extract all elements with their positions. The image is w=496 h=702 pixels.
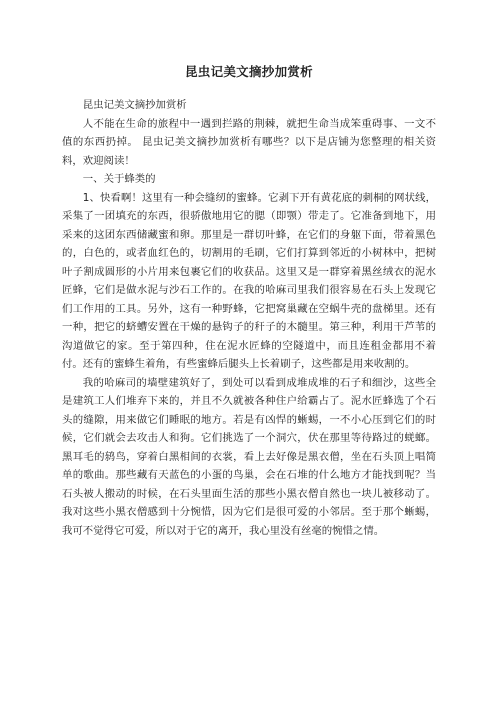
paragraph-body-2: 我的哈麻司的墙壁建筑好了，到处可以看到成堆成堆的石子和细沙，这些全是建筑工人们堆弃下来的，并且不久就被各种住户给霸占了。泥水匠蜂选了个石头的缝隙，用来做它们睡眠的地方。若是有凶悍的蜥蜴，一不小心压到它们的时候，它们就会去攻击人和狗。它们挑选了一个洞穴，伏在那里等待路过的蜣螂。黑耳毛的鸫鸟，穿着白黑相间的衣裳，看上去好像是黑衣僧，坐在石头顶上唱简单的歌曲。那些藏有天蓝色的小蛋的鸟巢，会在石堆的什么地方才能找到呢？当石头被人搬动的时候，在石头里面生活的那些小黑衣僧自然也一块儿被移动了。我对这些小黑衣僧感到十分惋惜，因为它们是很可爱的小邻居。至于那个蜥蜴，我可不觉得它可爱，所以对于它的离开，我心里没有丝毫的惋惜之情。	[62, 376, 436, 537]
paragraph-intro: 人不能在生命的旅程中一遇到拦路的荆棘，就把生命当成笨重碍事、一文不值的东西扔掉。 昆虫记美文摘抄加赏析有哪些？以下是店铺为您整理的相关资料，欢迎阅读！	[62, 117, 436, 167]
document-title: 昆虫记美文摘抄加赏析	[184, 64, 313, 79]
section-heading: 一、关于蜂类的	[82, 173, 156, 185]
paragraph-body-1: 1、快看啊！这里有一种会缝纫的蜜蜂。它剥下开有黄花底的刺桐的网状线，采集了一团填充的东西，很骄傲地用它的腮（即颚）带走了。它准备到地下，用采来的这团东西储藏蜜和卵。那里是一群切叶蜂，在它们的身躯下面，带着黑色的，白色的，或者血红色的，切割用的毛刷，它们打算到邻近的小树林中，把树叶子割成圆形的小片用来包裹它们的收获品。这里又是一群穿着黑丝绒衣的泥水匠蜂，它们是做水泥与沙石工作的。在我的哈麻司里我们很容易在石头上发现它们工作用的工具。另外，这有一种野蜂，它把窝巢藏在空蜗牛壳的盘梯里。还有一种，把它的蛴螬安置在干燥的悬钩子的秆子的木髓里。第三种，利用干芦苇的沟道做它的家。至于第四种，住在泥水匠蜂的空隧道中，而且连租金都用不着付。还有的蜜蜂生着角，有些蜜蜂后腿头上长着刷子，这些都是用来收割的。	[62, 191, 436, 370]
paragraph-subtitle: 昆虫记美文摘抄加赏析	[82, 99, 187, 111]
